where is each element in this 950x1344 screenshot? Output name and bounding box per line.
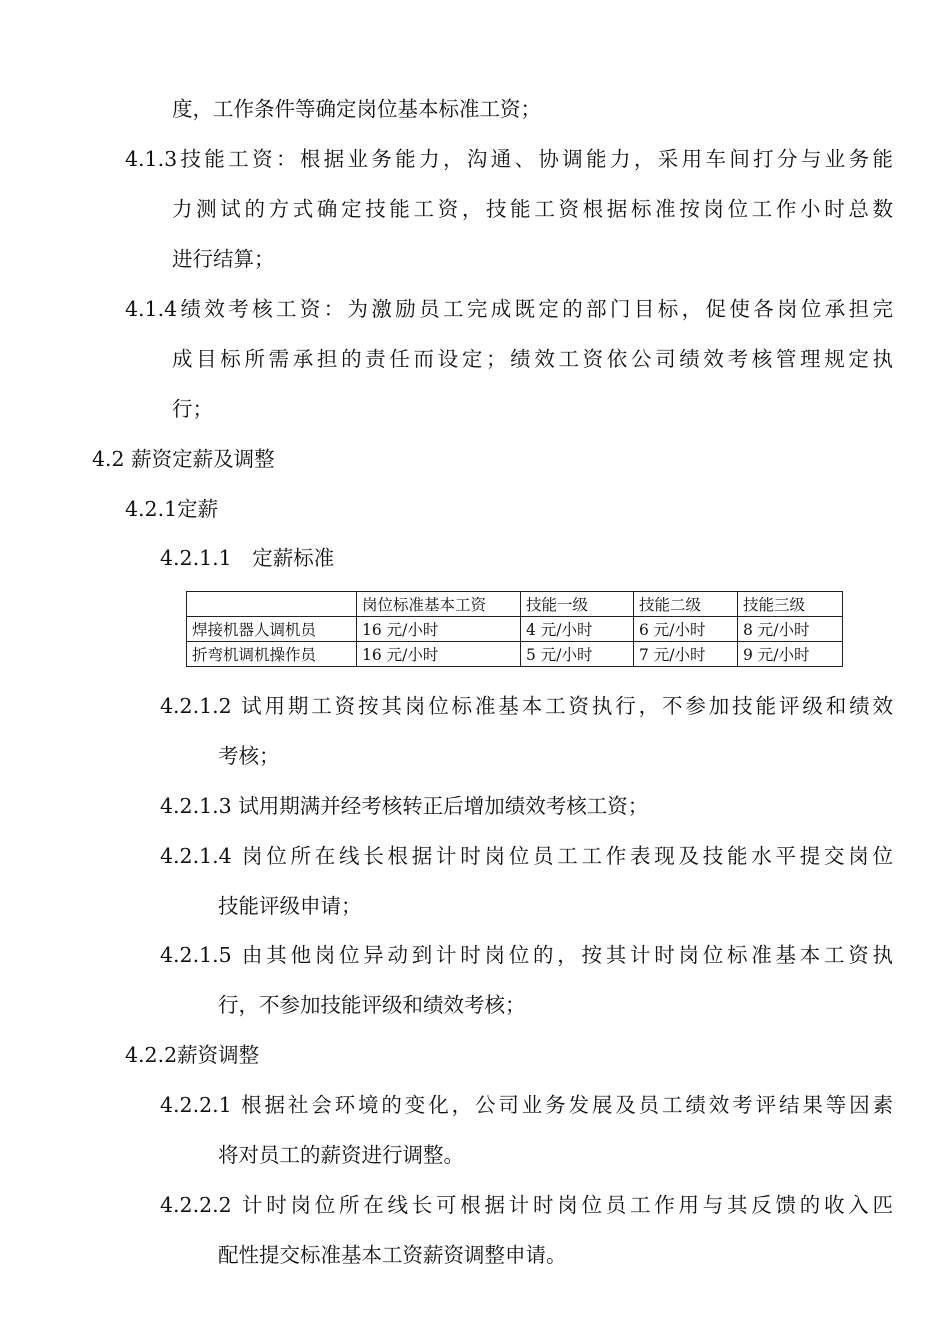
- section-heading-4-2: 4.2 薪资定薪及调整: [92, 447, 275, 471]
- table-row: [187, 642, 843, 667]
- table-header-cell: 技能二级: [634, 592, 738, 617]
- text-line: 成目标所需承担的责任而设定；绩效工资依公司绩效考核管理规定执: [172, 347, 893, 371]
- clause-4-2-1-3: 4.2.1.3 试用期满并经考核转正后增加绩效考核工资；: [160, 794, 649, 818]
- text-line: 力测试的方式确定技能工资，技能工资根据标准按岗位工作小时总数: [172, 197, 893, 221]
- text-line: 将对员工的薪资进行调整。: [218, 1143, 464, 1167]
- clause-4-2-2-2: 4.2.2.2 计时岗位所在线长可根据计时岗位员工作用与其反馈的收入匹: [160, 1193, 893, 1217]
- table-row: [187, 617, 843, 642]
- text-line: 度，工作条件等确定岗位基本标准工资；: [172, 97, 541, 121]
- table-header-row: [187, 592, 843, 617]
- pay-standard-table: [186, 591, 843, 667]
- table-cell: 5 元/小时: [521, 642, 634, 667]
- clause-4-2-1-4: 4.2.1.4 岗位所在线长根据计时岗位员工工作表现及技能水平提交岗位: [160, 844, 893, 868]
- table-cell: 4 元/小时: [521, 617, 634, 642]
- table-header-cell: [187, 592, 357, 617]
- text-line: 考核；: [218, 744, 280, 768]
- table-cell: 8 元/小时: [738, 617, 843, 642]
- table-header-cell: 技能三级: [738, 592, 843, 617]
- text-line: 进行结算；: [172, 247, 275, 271]
- table-cell: 9 元/小时: [738, 642, 843, 667]
- text-line: 技能评级申请；: [218, 894, 362, 918]
- clause-4-2-1-5: 4.2.1.5 由其他岗位异动到计时岗位的，按其计时岗位标准基本工资执: [160, 943, 893, 967]
- text-line: 行，不参加技能评级和绩效考核；: [218, 993, 526, 1017]
- table-header-cell: 岗位标准基本工资: [357, 592, 521, 617]
- section-heading-4-2-2: 4.2.2薪资调整: [125, 1043, 260, 1067]
- clause-4-1-3: 4.1.3技能工资：根据业务能力，沟通、协调能力，采用车间打分与业务能: [125, 147, 893, 171]
- table-cell: 6 元/小时: [634, 617, 738, 642]
- table-header-cell: 技能一级: [521, 592, 634, 617]
- clause-4-1-4: 4.1.4绩效考核工资：为激励员工完成既定的部门目标，促使各岗位承担完: [125, 297, 893, 321]
- table-cell: 16 元/小时: [357, 617, 521, 642]
- table-cell: 折弯机调机操作员: [187, 642, 357, 667]
- table-cell: 16 元/小时: [357, 642, 521, 667]
- table-cell: 7 元/小时: [634, 642, 738, 667]
- table-cell: 焊接机器人调机员: [187, 617, 357, 642]
- section-heading-4-2-1-1: 4.2.1.1 定薪标准: [160, 546, 335, 570]
- clause-4-2-1-2: 4.2.1.2 试用期工资按其岗位标准基本工资执行，不参加技能评级和绩效: [160, 694, 893, 718]
- section-heading-4-2-1: 4.2.1定薪: [125, 497, 219, 521]
- text-line: 行；: [172, 397, 213, 421]
- text-line: 配性提交标准基本工资薪资调整申请。: [218, 1243, 567, 1267]
- clause-4-2-2-1: 4.2.2.1 根据社会环境的变化，公司业务发展及员工绩效考评结果等因素: [160, 1093, 893, 1117]
